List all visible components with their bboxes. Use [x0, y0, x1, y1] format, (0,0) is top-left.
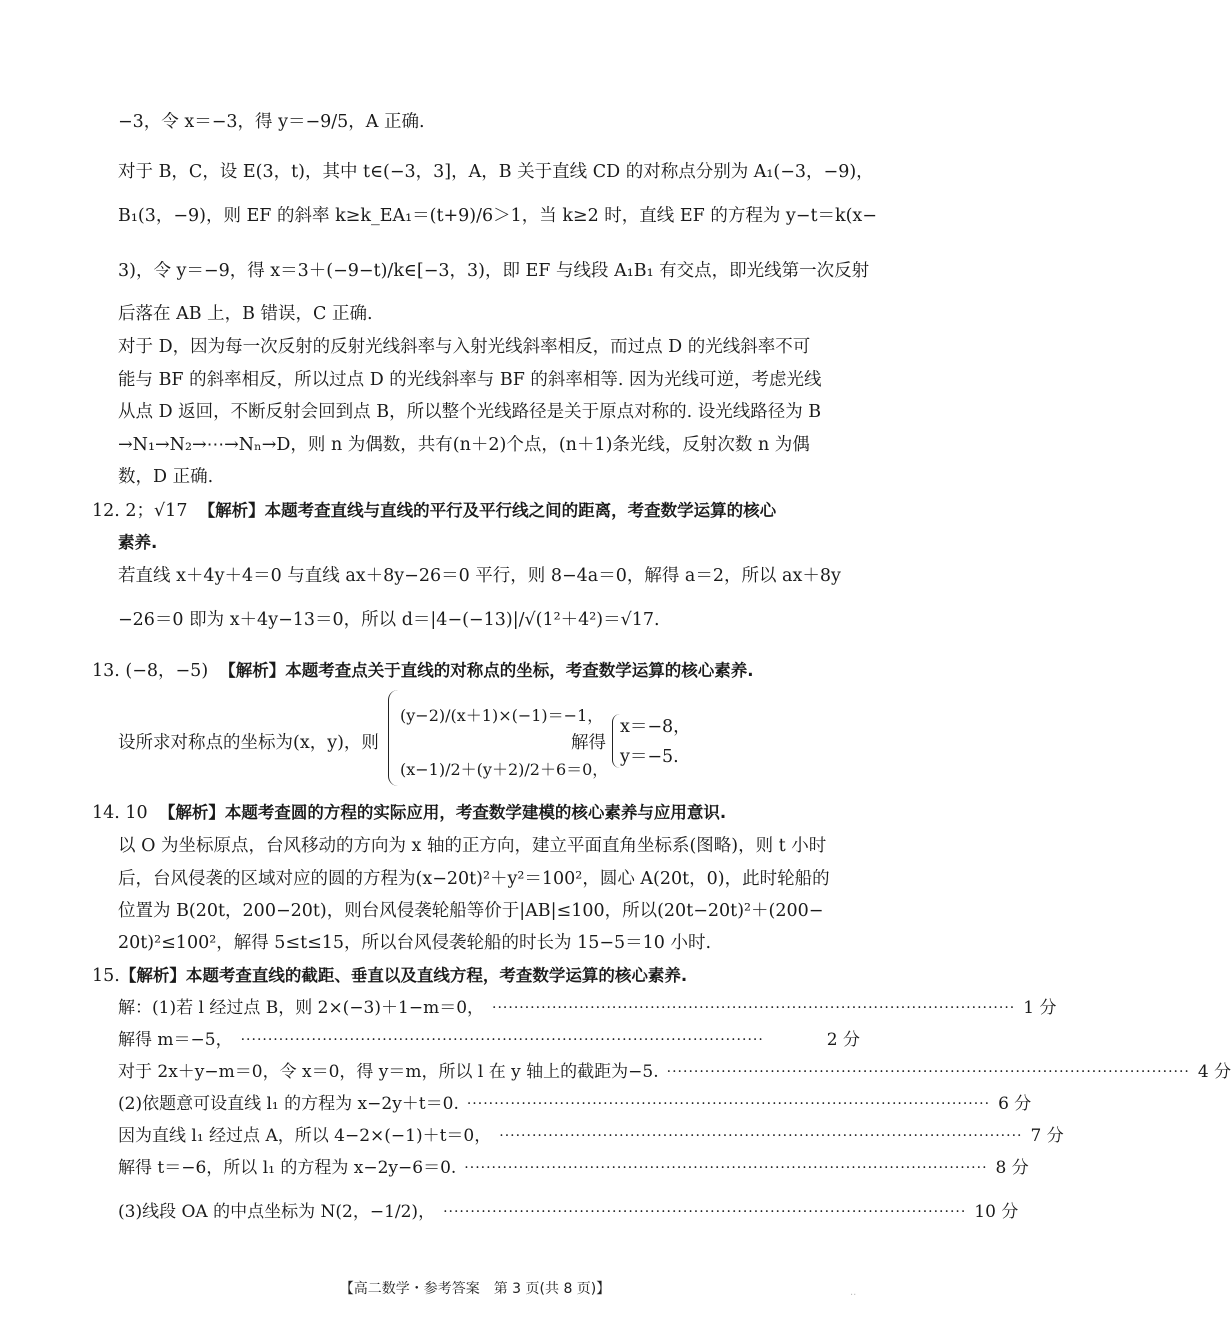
q12-answer: 12. 2；√17 — [92, 501, 188, 521]
q13-result-y: y＝−5. — [620, 747, 679, 767]
q15-step-text: 解：(1)若 l 经过点 B，则 2×(−3)＋1−m＝0， — [118, 998, 485, 1018]
q11-line-7: 能与 BF 的斜率相反，所以过点 D 的光线斜率与 BF 的斜率相等. 因为光线可逆，考虑光线 — [118, 370, 822, 390]
leader-dots: ································································································ — [499, 1128, 1023, 1144]
q15-step-score: 6 分 — [998, 1094, 1032, 1114]
q13-eq-1: (y−2)/(x＋1)×(−1)＝−1， — [400, 706, 604, 725]
q11-line-9: →N₁→N₂→⋯→Nₙ→D，则 n 为偶数，共有(n＋2)个点，(n＋1)条光线，反射次数 n 为偶 — [118, 435, 810, 455]
q15-step-score: 2 分 — [826, 1030, 860, 1050]
q15-step-row — [118, 1124, 1064, 1148]
q15-step-row — [118, 996, 1057, 1020]
q15-step-score: 1 分 — [1023, 998, 1057, 1018]
q14-line-3: 位置为 B(20t，200−20t)，则台风侵袭轮船等价于|AB|≤100，所以(20t−20t)²＋(200− — [118, 901, 824, 921]
q13-solve-word: 解得 — [571, 733, 606, 753]
q11-line-10: 数，D 正确. — [118, 467, 214, 487]
q13-eq-2: (x−1)/2＋(y＋2)/2＋6＝0， — [400, 760, 609, 779]
q12-label-cont — [118, 531, 860, 555]
q12-heading — [92, 499, 862, 523]
leader-dots: ································································································ — [466, 1096, 991, 1112]
leader-dots: ································································································ — [240, 1032, 764, 1048]
q13-lead: 设所求对称点的坐标为(x，y)，则 — [118, 733, 379, 753]
q15-step-text: 因为直线 l₁ 经过点 A，所以 4−2×(−1)＋t＝0， — [118, 1126, 492, 1146]
q14-analysis-label: 【解析】本题考查圆的方程的实际应用，考查数学建模的核心素养与应用意识. — [158, 803, 727, 822]
q13-result-x: x＝−8， — [620, 717, 691, 737]
q15-step-row — [118, 1028, 860, 1052]
leader-dots: ································································································ — [492, 1000, 1016, 1016]
q12-line-2: −26＝0 即为 x＋4y−13＝0，所以 d＝|4−(−13)|/√(1²＋4²)＝√17. — [118, 610, 660, 630]
q11-line-5: 后落在 AB 上，B 错误，C 正确. — [118, 304, 373, 324]
q12-analysis-label: 【解析】本题考查直线与直线的平行及平行线之间的距离，考查数学运算的核心 — [198, 501, 777, 520]
q15-step-text: 对于 2x＋y−m＝0，令 x＝0，得 y＝m，所以 l 在 y 轴上的截距为−5. — [118, 1062, 659, 1082]
q15-step-text: (3)线段 OA 的中点坐标为 N(2，−1/2)， — [118, 1202, 436, 1222]
q11-line-3: B₁(3，−9)，则 EF 的斜率 k≥k_EA₁＝(t+9)/6＞1，当 k≥2 时，直线 EF 的方程为 y−t＝k(x− — [118, 206, 877, 226]
q14-answer: 14. 10 — [92, 803, 148, 823]
q11-line-2: 对于 B，C，设 E(3，t)，其中 t∈(−3，3]，A，B 关于直线 CD 的对称点分别为 A₁(−3，−9)， — [118, 162, 874, 182]
q15-step-text: 解得 t＝−6，所以 l₁ 的方程为 x−2y−6＝0. — [118, 1158, 457, 1178]
q15-step-row — [118, 1092, 1032, 1116]
q11-line-4: 3)，令 y＝−9，得 x＝3＋(−9−t)/k∈[−3，3)，即 EF 与线段 A₁B₁ 有交点，即光线第一次反射 — [118, 261, 870, 281]
q14-line-2: 后，台风侵袭的区域对应的圆的方程为(x−20t)²＋y²＝100²，圆心 A(20t，0)，此时轮船的 — [118, 869, 830, 889]
q11-line-1: −3，令 x＝−3，得 y＝−9/5，A 正确. — [118, 112, 425, 132]
leader-dots: ································································································ — [666, 1064, 1190, 1080]
leader-dots: ································································································ — [464, 1160, 988, 1176]
q15-step-text: 解得 m＝−5， — [118, 1030, 233, 1050]
q15-step-score: 7 分 — [1030, 1126, 1064, 1146]
q15-number: 15. — [92, 966, 120, 986]
q12-line-1: 若直线 x＋4y＋4＝0 与直线 ax＋8y−26＝0 平行，则 8−4a＝0，解得 a＝2，所以 ax＋8y — [118, 566, 841, 586]
q14-line-4: 20t)²≤100²，解得 5≤t≤15，所以台风侵袭轮船的时长为 15−5＝10 小时. — [118, 933, 712, 953]
q11-line-6: 对于 D，因为每一次反射的反射光线斜率与入射光线斜率相反，而过点 D 的光线斜率不可 — [118, 337, 811, 357]
corner-mark: .. — [850, 1287, 857, 1298]
q13-analysis-label: 【解析】本题考查点关于直线的对称点的坐标，考查数学运算的核心素养. — [219, 661, 754, 680]
q15-step-score: 8 分 — [995, 1158, 1029, 1178]
q15-step-row — [118, 1156, 1029, 1180]
q15-analysis-label: 【解析】本题考查直线的截距、垂直以及直线方程，考查数学运算的核心素养. — [119, 966, 688, 985]
q12-label-tail: 素养. — [118, 533, 158, 552]
leader-dots: ································································································ — [443, 1204, 967, 1220]
q13-answer: 13. (−8，−5) — [92, 661, 209, 681]
q15-step-score: 4 分 — [1197, 1062, 1231, 1082]
q15-heading — [92, 964, 862, 988]
q15-step-row — [118, 1060, 1231, 1084]
q15-step-row — [118, 1200, 1019, 1224]
page-footer: 【高二数学・参考答案 第 3 页(共 8 页)】 — [339, 1281, 611, 1297]
q14-line-1: 以 O 为坐标原点，台风移动的方向为 x 轴的正方向，建立平面直角坐标系(图略)，则 t 小时 — [118, 836, 827, 856]
q14-heading — [92, 801, 862, 825]
q15-step-text: (2)依题意可设直线 l₁ 的方程为 x−2y＋t＝0. — [118, 1094, 459, 1114]
q15-step-score: 10 分 — [974, 1202, 1019, 1222]
q13-heading — [92, 659, 862, 683]
q11-line-8: 从点 D 返回，不断反射会回到点 B，所以整个光线路径是关于原点对称的. 设光线路径为 B — [118, 402, 822, 422]
